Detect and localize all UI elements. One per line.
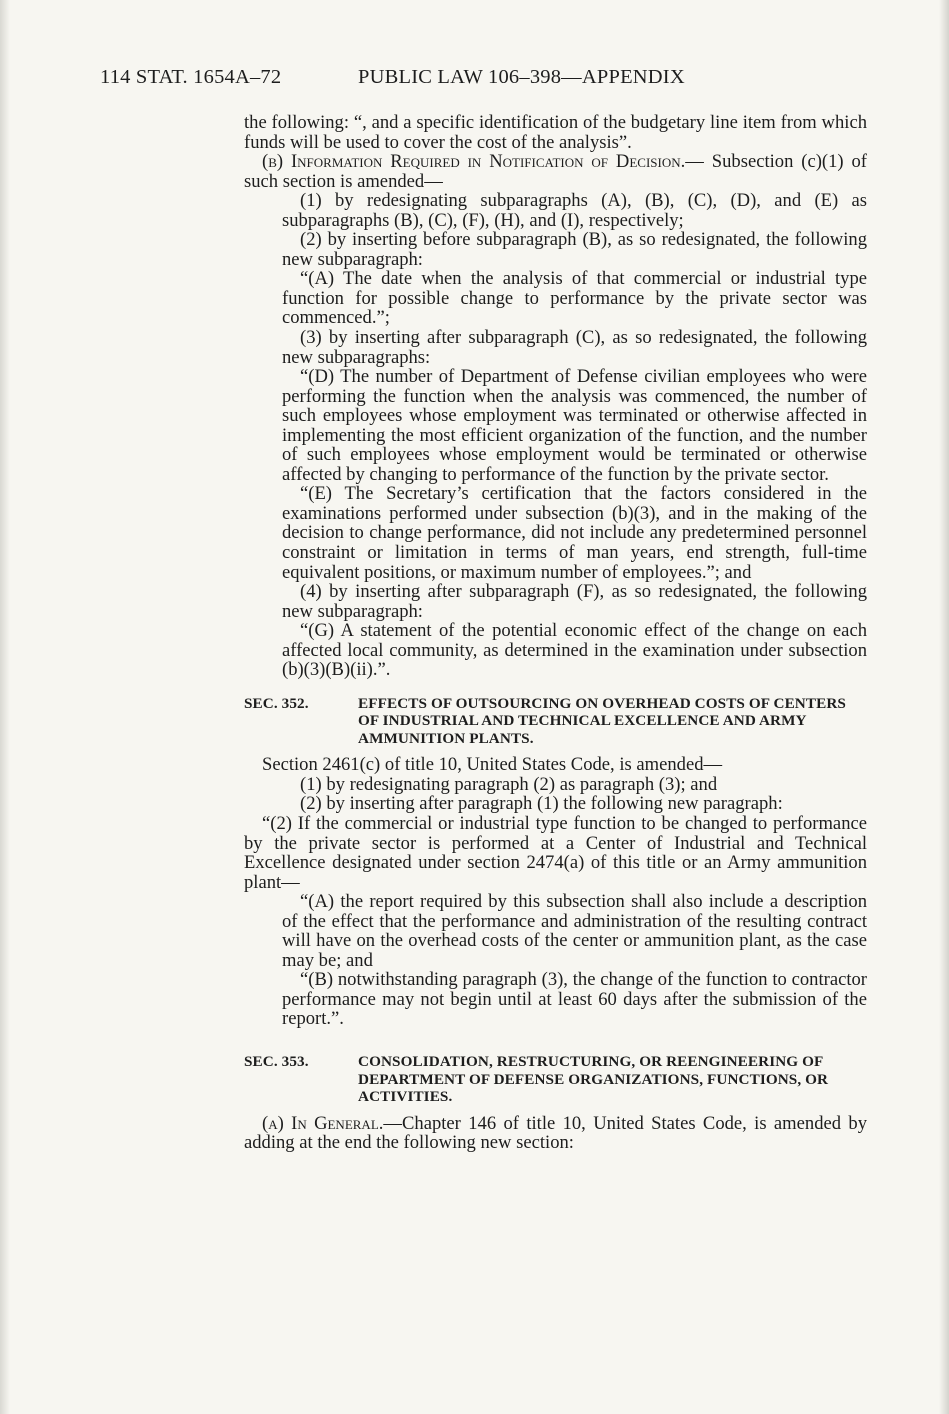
section-number: SEC. 353. <box>244 1053 309 1071</box>
clause-2: (2) by inserting after paragraph (1) the following new paragraph: <box>300 793 783 815</box>
section-352-intro: Section 2461(c) of title 10, United States Code, is amended— <box>262 754 723 776</box>
clause-1: (1) by redesignating paragraph (2) as paragraph (3); and <box>300 773 718 795</box>
subsection-heading: (b) Information Required in Notification of Decision.— <box>262 151 704 173</box>
quoted-subparagraph-a: “(A) The date when the analysis of that commercial or industrial type function for possible change to performance by the private sector was commenced.”; <box>282 268 867 329</box>
quoted-paragraph-2: “(2) If the commercial or industrial type function to be changed to performance by the private sector is performed at a Center of Industrial and Technical Excellence designated under section 2474(a) of this title or an Army ammunition plant— <box>244 813 867 893</box>
section-title: EFFECTS OF OUTSOURCING ON OVERHEAD COSTS OF CENTERS OF INDUSTRIAL AND TECHNICAL EXCELLENCE AND ARMY AMMUNITION PLANTS. <box>358 694 846 747</box>
subsection-text: Subsection (c)(1) of such section is amended— <box>244 151 867 192</box>
subsection-heading: (a) In General.— <box>262 1112 403 1134</box>
clause-2: (2) by inserting before subparagraph (B), as so redesignated, the following new subparagraph: <box>282 229 867 270</box>
section-number: SEC. 352. <box>244 694 309 712</box>
clause-4: (4) by inserting after subparagraph (F), as so redesignated, the following new subparagraph: <box>282 581 867 622</box>
quoted-subparagraph-d: “(D) The number of Department of Defense civilian employees who were performing the function when the analysis was commenced, the number of such employees whose employment was terminated or otherwise affected in implementing the most efficient organization of the function, and the number of such employees whose employment would be terminated or otherwise affected by changing to performance of the function by the private sector. <box>282 366 867 485</box>
subsection-a <box>244 1114 867 1153</box>
page-header <box>100 66 685 89</box>
document-body <box>244 113 867 1153</box>
section-353-heading <box>244 1053 867 1106</box>
page-edge-right <box>939 0 949 1414</box>
section-title: CONSOLIDATION, RESTRUCTURING, OR REENGINEERING OF DEPARTMENT OF DEFENSE ORGANIZATIONS, FUNCTIONS, OR ACTIVITIES. <box>358 1053 829 1106</box>
section-352-heading <box>244 695 867 748</box>
public-law-title: PUBLIC LAW 106–398—APPENDIX <box>358 66 685 88</box>
quoted-subparagraph-e: “(E) The Secretary’s certification that the factors considered in the examinations performed under subsection (b)(3), and in the making of the decision to change performance, did not include any predetermined personnel constraint or limitation in terms of man years, end strength, full-time equivalent positions, or maximum number of employees.”; and <box>282 483 867 583</box>
quoted-subparagraph-b: “(B) notwithstanding paragraph (3), the change of the function to contractor performance may not begin until at least 60 days after the submission of the report.”. <box>282 969 867 1030</box>
paragraph-continuation: the following: “, and a specific identification of the budgetary line item from which funds will be used to cover the cost of the analysis”. <box>244 112 867 153</box>
clause-1: (1) by redesignating subparagraphs (A), (B), (C), (D), and (E) as subparagraphs (B), (C), (F), (H), and (I), respectively; <box>282 190 867 231</box>
subsection-b <box>244 152 867 191</box>
clause-3: (3) by inserting after subparagraph (C), as so redesignated, the following new subparagraphs: <box>282 327 867 368</box>
subsection-text: Chapter 146 of title 10, United States Code, is amended by adding at the end the following new section: <box>244 1112 867 1154</box>
page-edge-left <box>0 0 10 1414</box>
quoted-subparagraph-g: “(G) A statement of the potential economic effect of the change on each affected local community, as determined in the examination under subsection (b)(3)(B)(ii).”. <box>282 620 867 681</box>
statute-citation: 114 STAT. 1654A–72 <box>100 66 282 88</box>
quoted-subparagraph-a: “(A) the report required by this subsection shall also include a description of the effect that the performance and administration of the resulting contract will have on the overhead costs of the center or ammunition plant, as the case may be; and <box>282 891 867 971</box>
